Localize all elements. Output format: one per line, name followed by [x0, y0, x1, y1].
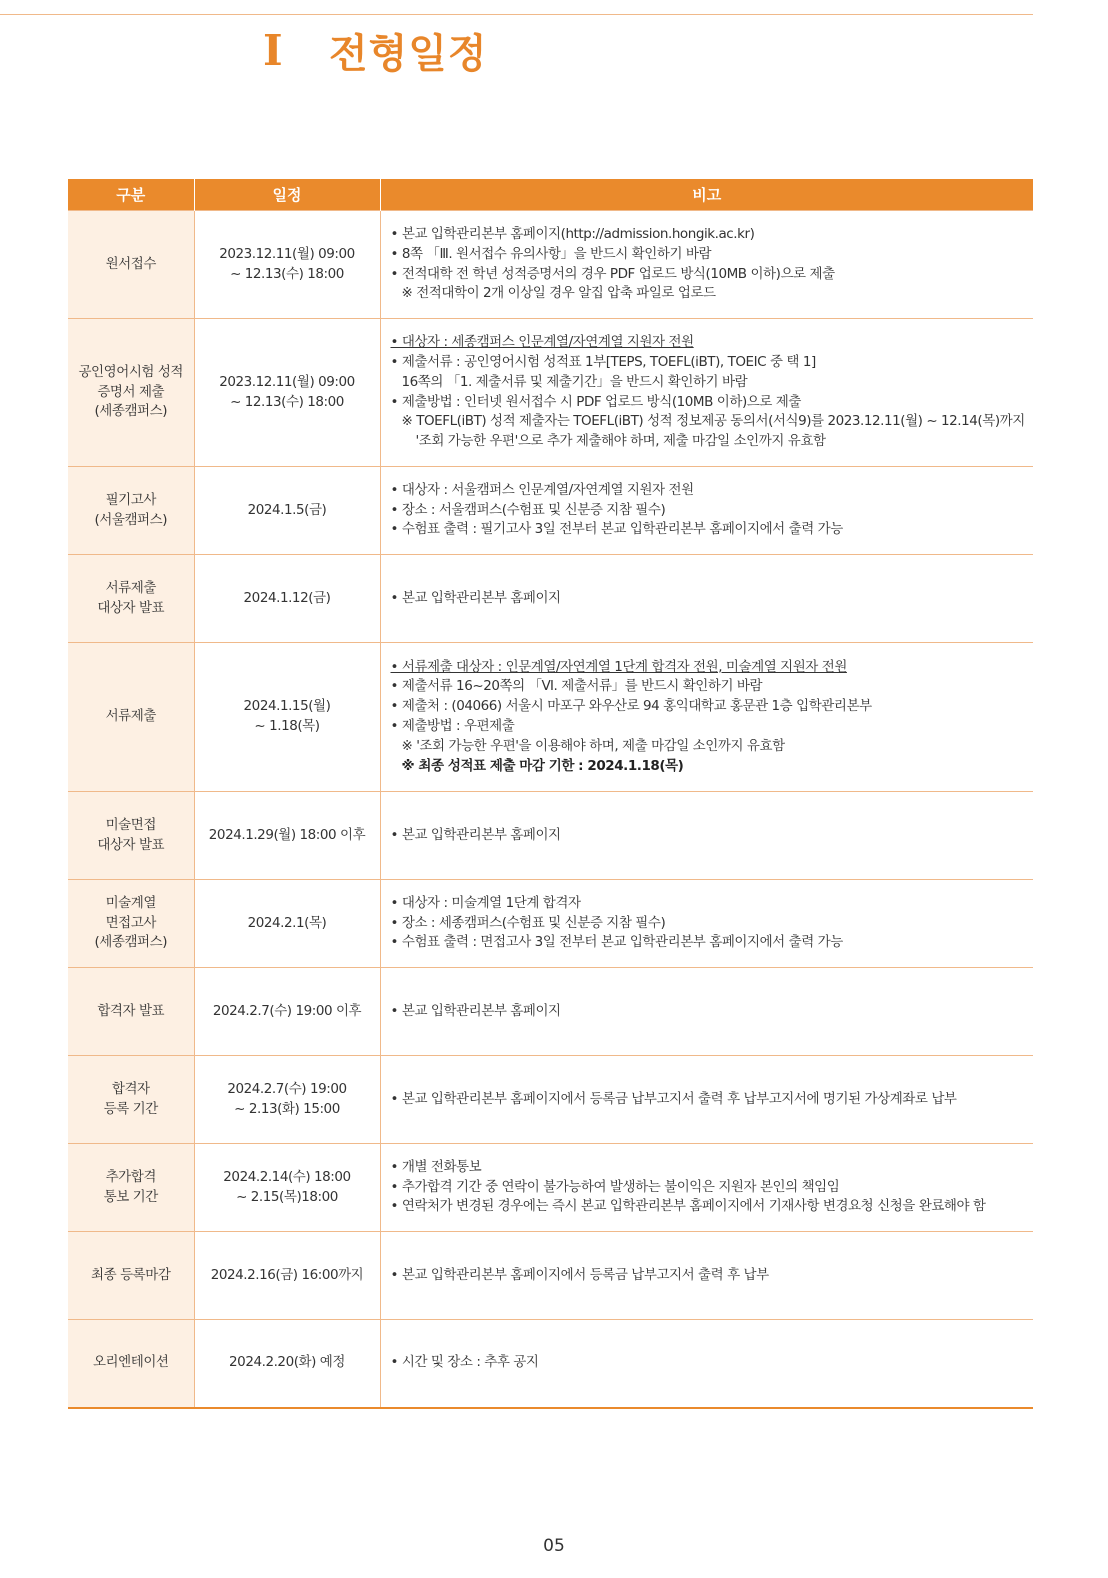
row-category — [68, 1232, 194, 1320]
column-header-remarks: 비고 — [380, 179, 1033, 211]
row-remarks — [380, 211, 1033, 319]
schedule-line: ~ 12.13(수) 18:00 — [230, 393, 344, 410]
row-schedule — [194, 1056, 380, 1144]
category-line: 면접고사 — [105, 914, 156, 931]
remark-line: • 본교 입학관리본부 홈페이지 — [390, 1002, 561, 1019]
section-title — [263, 18, 488, 82]
remark-line: • 전적대학 전 학년 성적증명서의 경우 PDF 업로드 방식(10MB 이하)으로 제출 — [390, 265, 835, 282]
remark-line: • 서류제출 대상자 : 인문계열/자연계열 1단계 합격자 전원, 미술계열 지원자 전원 — [390, 658, 847, 675]
row-category — [68, 643, 194, 792]
category-line: (세종캠퍼스) — [94, 934, 168, 951]
table-row — [68, 1144, 1033, 1232]
remark-line: • 수험표 출력 : 면접고사 3일 전부터 본교 입학관리본부 홈페이지에서 출력 가능 — [390, 934, 843, 951]
remark-line: • 제출서류 16~20쪽의 「Ⅵ. 제출서류」를 반드시 확인하기 바람 — [390, 678, 763, 695]
remark-note: ※ TOEFL(iBT) 성적 제출자는 TOEFL(iBT) 성적 정보제공 동의서(서식9)를 2023.12.11(월) ~ 12.14(목)까지 — [401, 413, 1025, 430]
remark-line: • 본교 입학관리본부 홈페이지에서 등록금 납부고지서 출력 후 납부 — [390, 1266, 769, 1283]
remark-line: • 8쪽 「Ⅲ. 원서접수 유의사항」을 반드시 확인하기 바람 — [390, 245, 712, 262]
table-row — [68, 211, 1033, 319]
remark-line: • 본교 입학관리본부 홈페이지(http://admission.hongik.ac.kr) — [390, 225, 755, 242]
row-schedule — [194, 968, 380, 1056]
schedule-line: 2024.1.5(금) — [247, 501, 327, 518]
category-line: 공인영어시험 성적 — [78, 363, 184, 380]
row-remarks — [380, 1232, 1033, 1320]
remark-note: '조회 가능한 우편'으로 추가 제출해야 하며, 제출 마감일 소인까지 유효함 — [415, 433, 826, 450]
row-remarks — [380, 1056, 1033, 1144]
category-line: 오리엔테이션 — [92, 1354, 169, 1371]
row-schedule — [194, 643, 380, 792]
schedule-line: 2023.12.11(월) 09:00 — [219, 373, 355, 390]
remark-line: • 수험표 출력 : 필기고사 3일 전부터 본교 입학관리본부 홈페이지에서 출력 가능 — [390, 521, 843, 538]
page-number: 05 — [543, 1536, 565, 1556]
schedule-line: 2024.2.7(수) 19:00 이후 — [212, 1002, 362, 1019]
row-schedule — [194, 792, 380, 880]
schedule-line: 2024.1.12(금) — [243, 589, 331, 606]
remark-note: ※ '조회 가능한 우편'을 이용해야 하며, 제출 마감일 소인까지 유효함 — [401, 737, 785, 754]
remark-deadline-note: ※ 최종 성적표 제출 마감 기한 : 2024.1.18(목) — [401, 757, 684, 774]
remark-line: • 대상자 : 미술계열 1단계 합격자 — [390, 894, 581, 911]
schedule-table — [68, 179, 1033, 1409]
row-category — [68, 319, 194, 467]
remark-line: • 제출처 : (04066) 서울시 마포구 와우산로 94 홍익대학교 홍문관 1층 입학관리본부 — [390, 698, 872, 715]
remark-line: • 제출서류 : 공인영어시험 성적표 1부[TEPS, TOEFL(iBT), TOEIC 중 택 1] — [390, 353, 816, 370]
schedule-line: 2023.12.11(월) 09:00 — [219, 245, 355, 262]
row-category — [68, 880, 194, 968]
category-line: (세종캠퍼스) — [94, 403, 168, 420]
row-category — [68, 968, 194, 1056]
remark-line: 16쪽의 「1. 제출서류 및 제출기간」을 반드시 확인하기 바람 — [401, 373, 748, 390]
page-title: 전형일정 — [329, 30, 488, 77]
category-line: 등록 기간 — [103, 1100, 158, 1117]
remark-note: ※ 전적대학이 2개 이상일 경우 알집 압축 파일로 업로드 — [401, 285, 716, 302]
schedule-line: 2024.2.16(금) 16:00까지 — [210, 1266, 364, 1283]
schedule-line: ~ 12.13(수) 18:00 — [230, 265, 344, 282]
top-rule — [0, 14, 1033, 15]
row-category — [68, 211, 194, 319]
schedule-line: 2024.2.1(목) — [247, 914, 327, 931]
schedule-line: 2024.1.15(월) — [243, 698, 331, 715]
remark-line: • 연락처가 변경된 경우에는 즉시 본교 입학관리본부 홈페이지에서 기재사항 변경요청 신청을 완료해야 함 — [390, 1198, 986, 1215]
table-row — [68, 1232, 1033, 1320]
schedule-line: ~ 2.15(목)18:00 — [236, 1188, 338, 1205]
row-schedule — [194, 211, 380, 319]
category-line: 서류제출 — [105, 708, 156, 725]
remark-line: • 대상자 : 서울캠퍼스 인문계열/자연계열 지원자 전원 — [390, 481, 694, 498]
row-remarks — [380, 319, 1033, 467]
category-line: 추가합격 — [105, 1168, 156, 1185]
remark-line: • 대상자 : 세종캠퍼스 인문계열/자연계열 지원자 전원 — [390, 334, 694, 351]
table-row — [68, 880, 1033, 968]
row-category — [68, 1056, 194, 1144]
column-header-category: 구분 — [68, 179, 194, 211]
remark-line: • 개별 전화통보 — [390, 1158, 482, 1175]
row-category — [68, 467, 194, 555]
remark-line: • 제출방법 : 인터넷 원서접수 시 PDF 업로드 방식(10MB 이하)으로 제출 — [390, 393, 801, 410]
row-category — [68, 555, 194, 643]
remark-line: • 추가합격 기간 중 연락이 불가능하여 발생하는 불이익은 지원자 본인의 책임임 — [390, 1178, 840, 1195]
category-line: 합격자 발표 — [97, 1002, 165, 1019]
row-schedule — [194, 1144, 380, 1232]
row-remarks — [380, 555, 1033, 643]
column-header-schedule: 일정 — [194, 179, 380, 211]
table-row — [68, 1056, 1033, 1144]
row-category — [68, 792, 194, 880]
row-remarks — [380, 880, 1033, 968]
row-remarks — [380, 1320, 1033, 1408]
row-category — [68, 1320, 194, 1408]
table-row — [68, 792, 1033, 880]
row-schedule — [194, 319, 380, 467]
remark-line: • 본교 입학관리본부 홈페이지 — [390, 589, 561, 606]
category-line: 필기고사 — [105, 491, 156, 508]
row-schedule — [194, 467, 380, 555]
category-line: 합격자 — [111, 1080, 150, 1097]
table-row — [68, 467, 1033, 555]
section-number: Ⅰ — [263, 25, 283, 75]
remark-line: • 본교 입학관리본부 홈페이지에서 등록금 납부고지서 출력 후 납부고지서에 명기된 가상계좌로 납부 — [390, 1090, 957, 1107]
table-row — [68, 968, 1033, 1056]
category-line: 통보 기간 — [103, 1188, 158, 1205]
category-line: 미술계열 — [105, 894, 156, 911]
remark-line: • 장소 : 세종캠퍼스(수험표 및 신분증 지참 필수) — [390, 914, 666, 931]
schedule-line: 2024.2.14(수) 18:00 — [223, 1168, 351, 1185]
row-remarks — [380, 968, 1033, 1056]
row-remarks — [380, 643, 1033, 792]
category-line: 증명서 제출 — [97, 383, 165, 400]
table-row — [68, 555, 1033, 643]
row-schedule — [194, 880, 380, 968]
table-header-row — [68, 179, 1033, 211]
row-remarks — [380, 467, 1033, 555]
row-schedule — [194, 1320, 380, 1408]
remark-line: • 시간 및 장소 : 추후 공지 — [390, 1354, 539, 1371]
schedule-line: ~ 2.13(화) 15:00 — [234, 1100, 340, 1117]
row-remarks — [380, 792, 1033, 880]
remark-line: • 장소 : 서울캠퍼스(수험표 및 신분증 지참 필수) — [390, 501, 666, 518]
category-line: (서울캠퍼스) — [94, 511, 168, 528]
table-row — [68, 1320, 1033, 1408]
row-remarks — [380, 1144, 1033, 1232]
schedule-line: 2024.1.29(월) 18:00 이후 — [208, 826, 366, 843]
category-line: 원서접수 — [105, 255, 156, 272]
category-line: 대상자 발표 — [97, 599, 165, 616]
row-schedule — [194, 1232, 380, 1320]
schedule-line: ~ 1.18(목) — [254, 718, 320, 734]
schedule-line: 2024.2.7(수) 19:00 — [227, 1080, 347, 1097]
category-line: 대상자 발표 — [97, 836, 165, 853]
category-line: 최종 등록마감 — [91, 1266, 171, 1283]
category-line: 서류제출 — [105, 579, 156, 596]
row-schedule — [194, 555, 380, 643]
row-category — [68, 1144, 194, 1232]
table-row — [68, 319, 1033, 467]
category-line: 미술면접 — [105, 816, 156, 833]
schedule-line: 2024.2.20(화) 예정 — [229, 1354, 345, 1371]
remark-line: • 제출방법 : 우편제출 — [390, 718, 515, 734]
remark-line: • 본교 입학관리본부 홈페이지 — [390, 826, 561, 843]
table-row — [68, 643, 1033, 792]
